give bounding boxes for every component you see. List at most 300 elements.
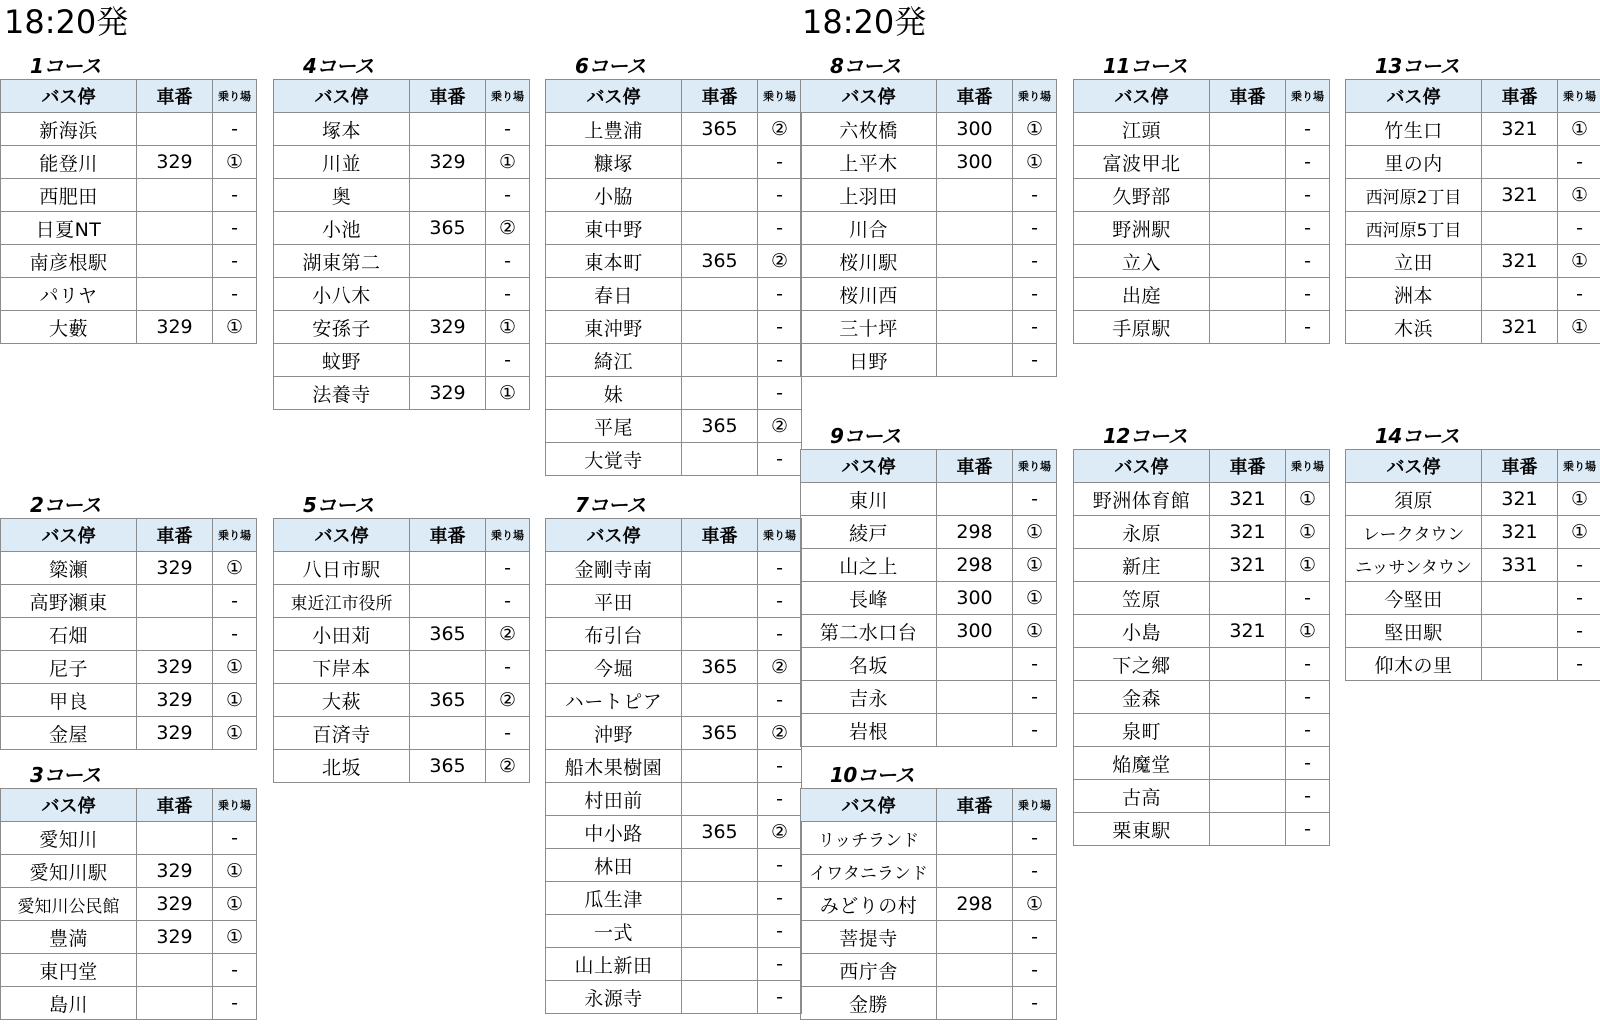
car-number-cell: 321 xyxy=(1210,483,1286,516)
bus-stop-cell: 永原 xyxy=(1074,516,1210,549)
course-table xyxy=(1345,449,1600,681)
platform-cell: - xyxy=(486,585,530,618)
platform-cell: - xyxy=(758,344,802,377)
course-table xyxy=(1345,79,1600,344)
table-row xyxy=(1074,549,1330,582)
table-row xyxy=(1074,681,1330,714)
course-block xyxy=(1345,420,1600,681)
table-row xyxy=(801,516,1057,549)
bus-stop-cell: 中小路 xyxy=(546,816,682,849)
bus-stop-cell: 大萩 xyxy=(274,684,410,717)
bus-stop-cell: 西庁舎 xyxy=(801,954,937,987)
header-row xyxy=(801,789,1057,822)
car-number-cell xyxy=(682,212,758,245)
car-number-cell xyxy=(1210,747,1286,780)
car-number-cell xyxy=(1210,648,1286,681)
table-row xyxy=(1074,813,1330,846)
platform-cell: ① xyxy=(213,684,257,717)
platform-cell: ① xyxy=(1013,113,1057,146)
car-number-cell xyxy=(137,212,213,245)
table-row xyxy=(546,684,802,717)
course-title: 2コース xyxy=(30,493,101,517)
table-row xyxy=(274,717,530,750)
table-row xyxy=(546,113,802,146)
table-row xyxy=(274,179,530,212)
car-number-cell: 329 xyxy=(137,146,213,179)
car-number-cell xyxy=(410,179,486,212)
bus-stop-cell: 焔魔堂 xyxy=(1074,747,1210,780)
table-row xyxy=(274,585,530,618)
bus-stop-cell: 小田苅 xyxy=(274,618,410,651)
table-row xyxy=(1074,113,1330,146)
course-block xyxy=(1345,50,1600,344)
car-number-cell xyxy=(410,552,486,585)
car-number-cell xyxy=(937,954,1013,987)
stop-column-header: バス停 xyxy=(1,80,137,113)
platform-cell: - xyxy=(486,113,530,146)
car-number-cell xyxy=(682,915,758,948)
course-block xyxy=(0,759,256,1020)
car-number-column-header: 車番 xyxy=(410,80,486,113)
platform-cell: ① xyxy=(213,888,257,921)
table-row xyxy=(546,278,802,311)
bus-stop-cell: 久野部 xyxy=(1074,179,1210,212)
course-table xyxy=(800,788,1057,1020)
platform-cell: - xyxy=(758,278,802,311)
platform-cell: - xyxy=(1286,113,1330,146)
car-number-column-header: 車番 xyxy=(137,789,213,822)
bus-stop-cell: 百済寺 xyxy=(274,717,410,750)
table-row xyxy=(546,146,802,179)
car-number-cell xyxy=(682,443,758,476)
bus-stop-cell: 春日 xyxy=(546,278,682,311)
car-number-cell xyxy=(937,278,1013,311)
table-row xyxy=(1,618,257,651)
bus-stop-cell: 下之郷 xyxy=(1074,648,1210,681)
platform-cell: ① xyxy=(1558,311,1600,344)
platform-cell: - xyxy=(1286,780,1330,813)
car-number-cell xyxy=(410,344,486,377)
platform-cell: - xyxy=(1286,278,1330,311)
platform-cell: - xyxy=(1013,681,1057,714)
header-row xyxy=(1074,80,1330,113)
table-row xyxy=(1,954,257,987)
course-block xyxy=(800,759,1056,1020)
car-number-cell xyxy=(137,585,213,618)
car-number-cell: 365 xyxy=(410,212,486,245)
platform-cell: - xyxy=(486,179,530,212)
car-number-cell: 365 xyxy=(682,651,758,684)
bus-stop-cell: 尼子 xyxy=(1,651,137,684)
bus-stop-cell: 東中野 xyxy=(546,212,682,245)
platform-cell: ② xyxy=(486,618,530,651)
table-row xyxy=(546,443,802,476)
platform-cell: - xyxy=(1013,483,1057,516)
page-title-left: 18:20発 xyxy=(4,3,129,41)
car-number-cell xyxy=(410,651,486,684)
platform-cell: ② xyxy=(758,816,802,849)
platform-cell: - xyxy=(1013,311,1057,344)
platform-cell: - xyxy=(758,618,802,651)
table-row xyxy=(1346,113,1600,146)
platform-cell: - xyxy=(1013,921,1057,954)
table-row xyxy=(801,954,1057,987)
bus-stop-cell: 愛知川駅 xyxy=(1,855,137,888)
platform-cell: - xyxy=(1286,813,1330,846)
table-row xyxy=(1346,549,1600,582)
course-block xyxy=(273,50,529,410)
table-row xyxy=(1346,582,1600,615)
car-number-cell xyxy=(1482,615,1558,648)
stop-column-header: バス停 xyxy=(1,519,137,552)
platform-cell: ① xyxy=(213,717,257,750)
platform-cell: - xyxy=(213,987,257,1020)
bus-stop-cell: 永源寺 xyxy=(546,981,682,1014)
platform-cell: ① xyxy=(1013,516,1057,549)
car-number-cell xyxy=(410,113,486,146)
bus-stop-cell: 沖野 xyxy=(546,717,682,750)
bus-stop-cell: 小八木 xyxy=(274,278,410,311)
bus-stop-cell: 一式 xyxy=(546,915,682,948)
car-number-cell xyxy=(682,552,758,585)
platform-cell: ① xyxy=(213,311,257,344)
car-number-cell: 321 xyxy=(1482,516,1558,549)
table-row xyxy=(801,146,1057,179)
bus-stop-cell: 豊満 xyxy=(1,921,137,954)
car-number-cell xyxy=(682,948,758,981)
platform-cell: - xyxy=(213,212,257,245)
car-number-cell: 329 xyxy=(410,311,486,344)
bus-stop-cell: 竹生口 xyxy=(1346,113,1482,146)
car-number-cell xyxy=(1210,714,1286,747)
table-row xyxy=(546,816,802,849)
platform-column-header: 乗り場 xyxy=(1558,80,1600,113)
platform-cell: - xyxy=(1286,179,1330,212)
car-number-cell xyxy=(682,684,758,717)
platform-cell: - xyxy=(758,179,802,212)
bus-stop-cell: 東本町 xyxy=(546,245,682,278)
bus-stop-cell: 栗東駅 xyxy=(1074,813,1210,846)
bus-stop-cell: 塚本 xyxy=(274,113,410,146)
platform-cell: - xyxy=(1013,714,1057,747)
platform-cell: - xyxy=(486,552,530,585)
bus-stop-cell: 立田 xyxy=(1346,245,1482,278)
platform-cell: - xyxy=(758,849,802,882)
bus-stop-cell: 富波甲北 xyxy=(1074,146,1210,179)
table-row xyxy=(274,377,530,410)
car-number-cell xyxy=(137,245,213,278)
bus-stop-cell: 川並 xyxy=(274,146,410,179)
car-number-cell xyxy=(1482,582,1558,615)
platform-cell: - xyxy=(1286,311,1330,344)
platform-cell: - xyxy=(758,443,802,476)
table-row xyxy=(1,717,257,750)
platform-cell: - xyxy=(1558,648,1600,681)
table-row xyxy=(801,921,1057,954)
page-title-right: 18:20発 xyxy=(802,3,927,41)
car-number-cell xyxy=(682,783,758,816)
table-row xyxy=(1,684,257,717)
platform-cell: ② xyxy=(758,245,802,278)
table-row xyxy=(1346,483,1600,516)
course-table xyxy=(273,79,530,410)
car-number-cell: 329 xyxy=(137,888,213,921)
course-title: 12コース xyxy=(1103,424,1188,448)
platform-cell: ① xyxy=(1558,113,1600,146)
table-row xyxy=(1074,582,1330,615)
platform-cell: - xyxy=(213,585,257,618)
table-row xyxy=(801,278,1057,311)
course-table xyxy=(0,518,257,750)
platform-cell: - xyxy=(1286,146,1330,179)
bus-stop-cell: 第二水口台 xyxy=(801,615,937,648)
bus-stop-cell: 今堀 xyxy=(546,651,682,684)
car-number-cell xyxy=(937,921,1013,954)
car-number-cell xyxy=(937,179,1013,212)
platform-cell: ① xyxy=(486,377,530,410)
table-row xyxy=(1346,146,1600,179)
car-number-cell xyxy=(1210,113,1286,146)
platform-cell: - xyxy=(486,651,530,684)
table-row xyxy=(801,855,1057,888)
table-row xyxy=(801,311,1057,344)
platform-cell: - xyxy=(1013,822,1057,855)
bus-stop-cell: 島川 xyxy=(1,987,137,1020)
platform-cell: ① xyxy=(1013,888,1057,921)
car-number-cell xyxy=(682,311,758,344)
car-number-cell xyxy=(682,278,758,311)
table-row xyxy=(274,146,530,179)
car-number-cell xyxy=(937,311,1013,344)
bus-stop-cell: 吉永 xyxy=(801,681,937,714)
car-number-cell: 321 xyxy=(1482,483,1558,516)
table-row xyxy=(801,648,1057,681)
bus-stop-cell: パリヤ xyxy=(1,278,137,311)
platform-cell: - xyxy=(213,278,257,311)
platform-column-header: 乗り場 xyxy=(1013,80,1057,113)
table-row xyxy=(546,552,802,585)
car-number-column-header: 車番 xyxy=(1482,450,1558,483)
platform-cell: - xyxy=(758,146,802,179)
table-row xyxy=(1,245,257,278)
table-row xyxy=(801,714,1057,747)
course-block xyxy=(0,489,256,750)
bus-stop-cell: 小島 xyxy=(1074,615,1210,648)
table-row xyxy=(1074,146,1330,179)
bus-stop-cell: 岩根 xyxy=(801,714,937,747)
table-row xyxy=(1,146,257,179)
car-number-cell: 321 xyxy=(1482,113,1558,146)
car-number-column-header: 車番 xyxy=(682,519,758,552)
car-number-cell xyxy=(137,822,213,855)
table-row xyxy=(1,888,257,921)
platform-cell: - xyxy=(213,245,257,278)
car-number-cell xyxy=(137,278,213,311)
platform-cell: - xyxy=(1013,179,1057,212)
car-number-column-header: 車番 xyxy=(937,789,1013,822)
platform-cell: - xyxy=(486,344,530,377)
car-number-cell xyxy=(137,618,213,651)
table-row xyxy=(1074,212,1330,245)
stop-column-header: バス停 xyxy=(546,519,682,552)
table-row xyxy=(274,618,530,651)
platform-cell: ② xyxy=(486,684,530,717)
table-row xyxy=(546,212,802,245)
bus-stop-cell: 下岸本 xyxy=(274,651,410,684)
platform-cell: - xyxy=(758,915,802,948)
table-row xyxy=(1346,516,1600,549)
table-row xyxy=(1,987,257,1020)
table-row xyxy=(274,750,530,783)
car-number-cell: 365 xyxy=(410,684,486,717)
car-number-cell xyxy=(1482,278,1558,311)
bus-stop-cell: 簗瀬 xyxy=(1,552,137,585)
stop-column-header: バス停 xyxy=(274,519,410,552)
platform-cell: - xyxy=(758,585,802,618)
bus-stop-cell: 東円堂 xyxy=(1,954,137,987)
car-number-cell xyxy=(1210,146,1286,179)
table-row xyxy=(1,585,257,618)
car-number-cell xyxy=(937,212,1013,245)
car-number-column-header: 車番 xyxy=(1210,450,1286,483)
platform-cell: ① xyxy=(213,552,257,585)
bus-stop-cell: 名坂 xyxy=(801,648,937,681)
bus-stop-cell: 平尾 xyxy=(546,410,682,443)
car-number-column-header: 車番 xyxy=(137,519,213,552)
bus-stop-cell: 法養寺 xyxy=(274,377,410,410)
stop-column-header: バス停 xyxy=(1,789,137,822)
stop-column-header: バス停 xyxy=(801,80,937,113)
platform-cell: ① xyxy=(486,146,530,179)
bus-stop-cell: 日夏NT xyxy=(1,212,137,245)
header-row xyxy=(1,519,257,552)
table-row xyxy=(1,113,257,146)
platform-cell: ① xyxy=(213,921,257,954)
header-row xyxy=(546,80,802,113)
course-block xyxy=(800,420,1056,747)
car-number-cell: 329 xyxy=(137,552,213,585)
table-row xyxy=(274,344,530,377)
bus-stop-cell: 八日市駅 xyxy=(274,552,410,585)
course-title: 7コース xyxy=(575,493,646,517)
bus-stop-cell: 金勝 xyxy=(801,987,937,1020)
bus-stop-cell: 西河原2丁目 xyxy=(1346,179,1482,212)
car-number-cell xyxy=(1210,582,1286,615)
car-number-cell xyxy=(937,245,1013,278)
bus-stop-cell: 上羽田 xyxy=(801,179,937,212)
bus-stop-cell: 愛知川 xyxy=(1,822,137,855)
bus-stop-cell: ニッサンタウン xyxy=(1346,549,1482,582)
car-number-cell: 298 xyxy=(937,516,1013,549)
platform-cell: - xyxy=(758,981,802,1014)
stop-column-header: バス停 xyxy=(1346,80,1482,113)
platform-cell: - xyxy=(758,552,802,585)
table-row xyxy=(1346,278,1600,311)
car-number-cell xyxy=(682,981,758,1014)
car-number-cell: 329 xyxy=(137,855,213,888)
platform-cell: ① xyxy=(1558,245,1600,278)
bus-stop-cell: 堅田駅 xyxy=(1346,615,1482,648)
platform-column-header: 乗り場 xyxy=(1286,450,1330,483)
car-number-cell xyxy=(682,146,758,179)
bus-stop-cell: 甲良 xyxy=(1,684,137,717)
header-row xyxy=(1346,450,1600,483)
stop-column-header: バス停 xyxy=(1346,450,1482,483)
platform-cell: - xyxy=(758,311,802,344)
table-row xyxy=(546,948,802,981)
course-block xyxy=(545,50,801,476)
table-row xyxy=(1,552,257,585)
header-row xyxy=(1,789,257,822)
bus-stop-cell: 仰木の里 xyxy=(1346,648,1482,681)
bus-stop-cell: 洲本 xyxy=(1346,278,1482,311)
platform-cell: - xyxy=(1013,855,1057,888)
platform-cell: - xyxy=(486,245,530,278)
table-row xyxy=(546,311,802,344)
car-number-cell xyxy=(1482,146,1558,179)
course-table xyxy=(1073,79,1330,344)
bus-stop-cell: 長峰 xyxy=(801,582,937,615)
table-row xyxy=(1074,648,1330,681)
bus-stop-cell: 妹 xyxy=(546,377,682,410)
table-row xyxy=(801,344,1057,377)
platform-cell: ② xyxy=(758,651,802,684)
car-number-cell: 300 xyxy=(937,113,1013,146)
table-row xyxy=(801,681,1057,714)
platform-cell: - xyxy=(1286,714,1330,747)
bus-stop-cell: 野洲体育館 xyxy=(1074,483,1210,516)
bus-stop-cell: 西河原5丁目 xyxy=(1346,212,1482,245)
header-row xyxy=(1074,450,1330,483)
car-number-cell xyxy=(682,882,758,915)
table-row xyxy=(546,915,802,948)
table-row xyxy=(1,278,257,311)
table-row xyxy=(546,783,802,816)
table-row xyxy=(546,585,802,618)
bus-stop-cell: 東川 xyxy=(801,483,937,516)
platform-cell: - xyxy=(1286,245,1330,278)
bus-stop-cell: 川合 xyxy=(801,212,937,245)
platform-cell: - xyxy=(486,717,530,750)
platform-cell: ① xyxy=(1286,483,1330,516)
course-title: 4コース xyxy=(303,54,374,78)
table-row xyxy=(546,717,802,750)
platform-cell: - xyxy=(1013,245,1057,278)
platform-cell: - xyxy=(1013,212,1057,245)
course-table xyxy=(800,449,1057,747)
table-row xyxy=(1,179,257,212)
platform-cell: - xyxy=(758,212,802,245)
bus-stop-cell: 泉町 xyxy=(1074,714,1210,747)
table-row xyxy=(801,888,1057,921)
table-row xyxy=(546,981,802,1014)
car-number-cell: 298 xyxy=(937,549,1013,582)
car-number-cell xyxy=(1482,212,1558,245)
header-row xyxy=(274,80,530,113)
stop-column-header: バス停 xyxy=(1074,80,1210,113)
bus-stop-cell: 綺江 xyxy=(546,344,682,377)
car-number-cell xyxy=(1210,681,1286,714)
car-number-cell xyxy=(937,483,1013,516)
car-number-cell: 329 xyxy=(410,377,486,410)
platform-cell: ① xyxy=(213,855,257,888)
table-row xyxy=(1074,278,1330,311)
platform-cell: ① xyxy=(486,311,530,344)
bus-stop-cell: 出庭 xyxy=(1074,278,1210,311)
stop-column-header: バス停 xyxy=(1074,450,1210,483)
table-row xyxy=(1074,245,1330,278)
car-number-cell xyxy=(137,113,213,146)
